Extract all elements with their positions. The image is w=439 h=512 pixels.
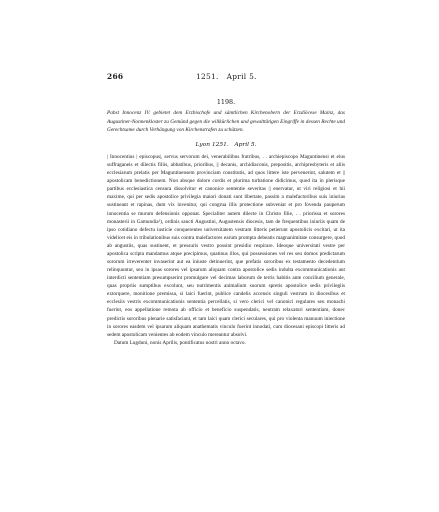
body-paragraph: | Innocentius | episcopus|, servus servorum dei, venerabilibus fratribus, . . archiepiscopo Maguntinensi et eius suffraganeis et dilectis filiis, abbatibus, prioribus, || decanis, archidiaconis, prepositis, archipresbyteris et aliis ecclesiarum prelatis per Maguntinensem provinciam constitutis, ad quos littere iste pervenerint, salutem et || apostolicam benedictionem. Non absque dolore cordis et plurima turbatione didicimus, quod ita in plerisque partibus ecclesiastica censura dissolvitur et canonice sententie severitas || enervatur, ut viri religiosi et hii maxime, qui per sedis apostolice privilegia maiori donati sunt libertate, passim a malefactoribus suis iniurias sustineant et rapinas, dum vix invenitur, qui congrua illis protectione subveniat et pro fovenda pauperum innocentia se murum defensionis opponat. Specialiter autem dilecte in Christo filie, . . priorissa et sorores monasterii in Gamundia¹), ordinis sancti Augustini, Augustensis diocesis, tam de frequentibus iniuriis quam de ipso cotidiano defectu iusticie conquerentes universitatem vestram litteris petierunt apostolicis excitari, ut ita videlicet eis in tribulationibus suis contra malefactores earum prompta debeatis magnanimitate consurgere, quod ab angustiis, quas sustinent, et pressuris vestro possint presidio respirare. Ideoque universitati vestre per apostolica scripta mandamus atque precipimus, quatinus illos, qui possessiones vel res seu domos predictarum sororum irreverenter invaserint aut ea iniuste detinuerint, que prefatis sororibus ex testamento decedentium relinquuntur, seu in ipsas sorores vel ipsarum aliquam contra apostolice sedis indulta excommunicationis aut interdicti sententiam presumpserint promulgare vel decimas laborum de terris habitis ante concilium generale, quas propriis sumptibus excolunt, seu nutrimentis animalium suorum spretis apostolice sedis privilegiis extorquere, monitione premissa, si laici fuerint, publice candelis accensis singuli vestrum in diocesibus et ecclesiis vestris excommunicationis sententia percellatis, si vero clerici vel canonici regulares seu monachi fuerint, eos appellatione remota ab officio et beneficio suspendatis, neutram relaxaturi sententiam, donec predictis sororibus plenarie satisfaciant, et tam laici quam clerici seculares, qui pro violenta manuum iniectione in sorores easdem vel ipsarum aliquam anathematis vinculo fuerint innodati, cum diocesani episcopi litteris ad sedem apostolicam venientes ab eodem vinculo mereantur absolvi. [107,154,345,338]
document-dateline: Lyon 1251. April 5. [195,142,257,148]
document-summary: Pabst Innocenz IV. gebietet dem Erzbischofe und sämtlichen Kirchenobern der Erzdiöcese Mainz, das Augustiner-Nonnenkloster zu Gemünd gegen die willkürlichen und gewalttätigen Eingriffe in dessen Rechte und Gerechtsame durch Verhängung von Kirchenstrafen zu schützen. [107,110,345,133]
document-number: 1198. [216,98,236,106]
body-paragraph-datum: Datum Lugduni, nonis Aprilis, pontificatus nostri anno octavo. [114,339,246,346]
page-number: 266 [107,72,124,81]
document-body [107,153,345,347]
running-head: 1251. April 5. [196,72,257,81]
